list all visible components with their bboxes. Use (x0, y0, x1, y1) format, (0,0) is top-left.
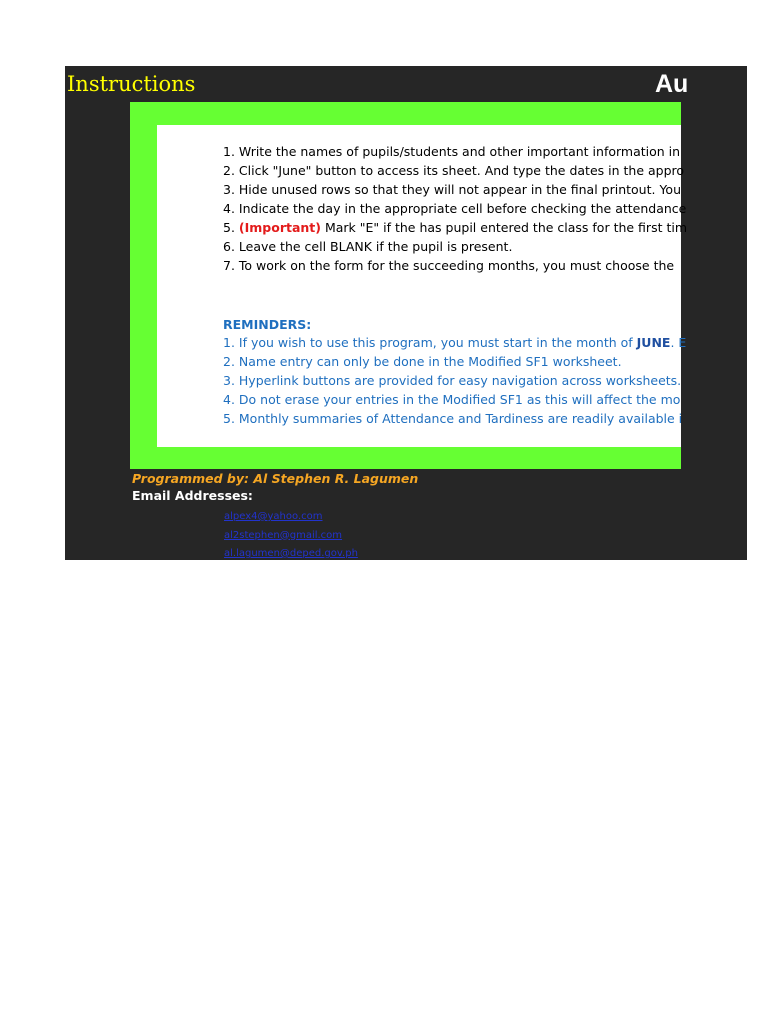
email-link-yahoo[interactable]: alpex4@yahoo.com (224, 511, 323, 522)
email-label: Email Addresses: (132, 488, 253, 503)
email-link-gmail[interactable]: al2stephen@gmail.com (224, 529, 343, 541)
instruction-item-3: 3. Hide unused rows so that they will not appear in the final printout. You (223, 182, 681, 197)
reminder-item-3: 3. Hyperlink buttons are provided for easy navigation across worksheets. (223, 373, 682, 388)
instruction-5-text: Mark "E" if the has pupil entered the class for the first tim (321, 220, 688, 235)
author-credit: Programmed by: Al Stephen R. Lagumen (132, 471, 419, 486)
important-label: (Important) (238, 220, 321, 235)
instruction-item-5 (223, 218, 687, 237)
reminder-item-4: 4. Do not erase your entries in the Modified SF1 as this will affect the mo (223, 392, 681, 407)
reminder-item-1 (223, 333, 686, 352)
email-list (224, 508, 358, 564)
instruction-item-2: 2. Click "June" button to access its sheet. And type the dates in the appro (223, 163, 685, 178)
instruction-5-prefix: 5. (223, 220, 239, 235)
instruction-item-1: 1. Write the names of pupils/students and other important information in (223, 144, 681, 159)
reminder-1-june: JUNE (636, 335, 671, 350)
instruction-item-4: 4. Indicate the day in the appropriate cell before checking the attendance (223, 201, 687, 216)
instruction-item-7: 7. To work on the form for the succeeding months, you must choose the (223, 258, 675, 273)
instructions-list (223, 142, 687, 275)
green-frame (130, 102, 688, 469)
sheet-title-right: Au (655, 70, 689, 98)
reminder-item-2: 2. Name entry can only be done in the Modified SF1 worksheet. (223, 354, 622, 369)
reminder-1-suffix: . E (670, 335, 687, 350)
instructions-panel (157, 125, 688, 447)
reminders-heading: REMINDERS: (223, 317, 312, 332)
instructions-sheet (65, 66, 747, 560)
reminders-list (223, 333, 686, 428)
reminder-1-prefix: 1. If you wish to use this program, you must start in the month of (223, 335, 637, 350)
reminder-item-5: 5. Monthly summaries of Attendance and Tardiness are readily available i (223, 411, 683, 426)
sheet-title: Instructions (67, 72, 196, 96)
instruction-item-6: 6. Leave the cell BLANK if the pupil is present. (223, 239, 513, 254)
email-link-deped[interactable]: al.lagumen@deped.gov.ph (224, 548, 358, 559)
